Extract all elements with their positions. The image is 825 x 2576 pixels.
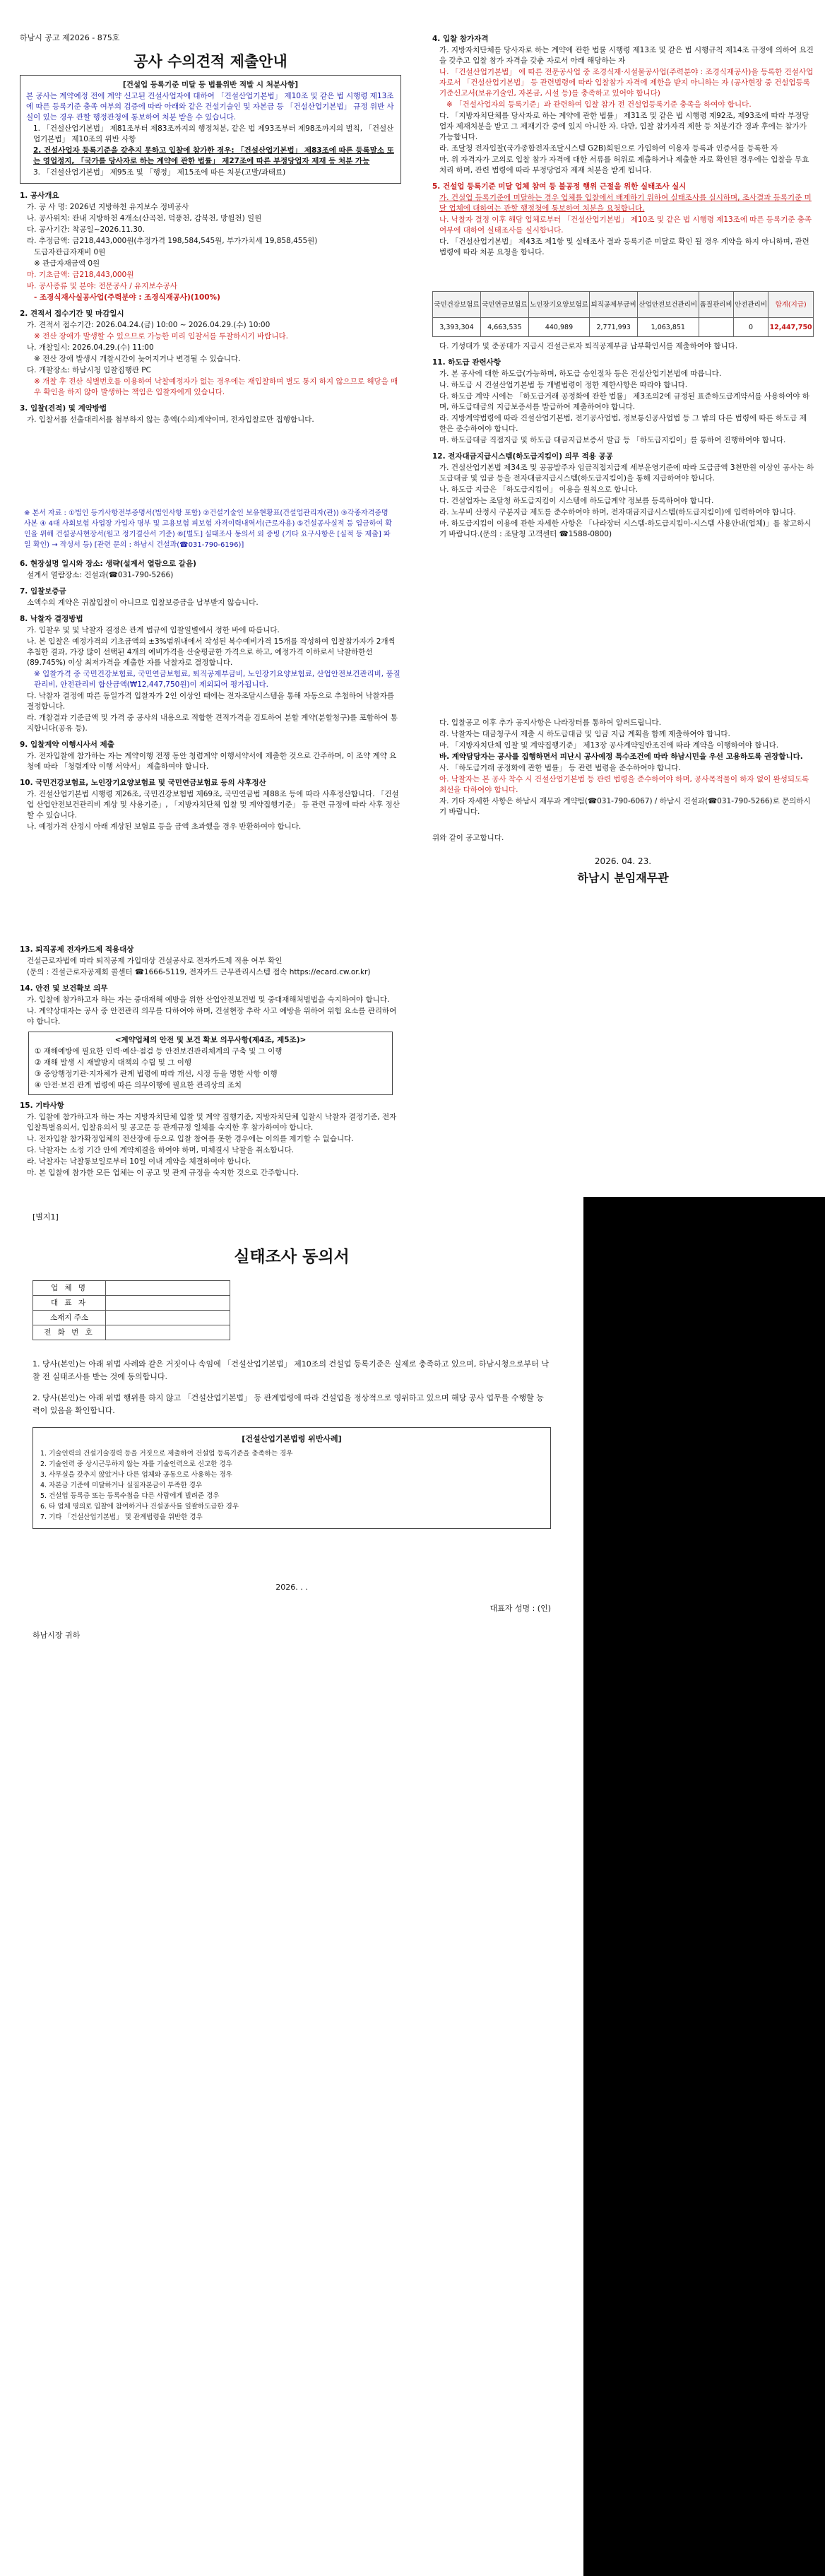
company-identity-table [32,1280,230,1340]
item: 마. 위 자격자가 고의로 입찰 참가 자격에 대한 서류를 허위로 제출하거나 제출한 자로 확인된 경우에는 입찰을 무효 처리 하며, 관련 법령에 따라 부정당업자 제재 처분을 받게 됩니다. [439,155,809,175]
violation-cases-box [32,1427,551,1529]
safety-duty-item: ③ 중앙행정기관·지자체가 관계 법령에 따라 개선, 시정 등을 명한 사항 이행 [35,1070,278,1078]
item: 마. 「지방자치단체 입찰 및 계약집행기준」 제13장 공사계약일반조건에 따라 계약을 이행하여야 합니다. [439,741,779,750]
item: 나. 하도급 지급은 「하도급지킴이」 이용을 원칙으로 합니다. [439,485,638,494]
item: ※ 관급자재금액 0원 [34,259,100,268]
consent-paragraph: 2. 당사(본인)는 아래 위법 행위를 하지 않고 「건설산업기본법」 등 관계법령에 따라 건설업을 정상적으로 영위하고 있으며 해당 공사 업무를 수행할 능력이 있음을 확인합니다. [32,1393,544,1415]
item: 마. 본 입찰에 참가한 모든 업체는 이 공고 및 관계 규정을 숙지한 것으로 간주합니다. [27,1169,299,1177]
violation-case: 2. 기술인력 중 상시근무하지 않는 자를 기술인력으로 신고한 경우 [40,1460,232,1468]
item: 라. 개찰결과 기준금액 및 가격 중 공사의 내용으로 적합한 견적가격을 검토하여 분할 계약(분할청구)를 포함하여 통지합니다(공유 등). [27,714,398,733]
item: 나. 본 입찰은 예정가격의 기초금액의 ±3%범위내에서 작성된 복수예비가격 15개를 작성하여 입찰참가자가 2개씩 추첨한 결과, 가장 많이 선택된 4개의 예비가격을 산술평균한 가격으로 하고, 예정가격 이하로서 낙찰하한선(89.745%) 이상 최저가격을 제출한 자를 낙찰자로 결정합니다. [27,637,396,667]
safety-duty-box [28,1032,393,1095]
violation-case: 1. 기술인력의 건설기술경력 등을 거짓으로 제출하여 건설업 등록기준을 충족하는 경우 [40,1450,293,1458]
item: 자. 기타 자세한 사항은 하남시 재무과 계약팀(☎031-790-6067) / 하남시 건설과(☎031-790-5266)로 문의하시기 바랍니다. [439,797,811,816]
item: ※ 「건설사업자의 등록기준」과 관련하여 입찰 참가 전 건설업등록기준 충족을 하여야 합니다. [446,100,752,109]
cost-value-cell [699,318,733,337]
address-field[interactable] [106,1311,230,1325]
representative-signature: 대표자 성명 : (인) [489,1604,551,1613]
section-heading: 15. 기타사항 [20,1101,64,1110]
section-heading: 6. 현장설명 일시와 장소: 생략(설계서 열람으로 갈음) [20,560,196,568]
cost-header-cell: 안전관리비 [733,292,768,318]
item: 가. 건설업 등록기준에 미달하는 경우 업체를 입찰에서 배제하기 위하여 실태조사를 실시하며, 조사결과 등록기준 미달 업체에 대하여는 관할 행정청에 통보하여 처분을 요청합니다. [439,194,812,213]
cost-value-cell: 4,663,535 [480,318,528,337]
notice-title: 공사 수의견적 제출안내 [133,52,287,70]
safety-duty-item: ④ 안전·보건 관계 법령에 따른 의무이행에 필요한 관리상의 조치 [35,1081,242,1089]
item: 가. 입찰우 및 및 낙찰자 결정은 관계 법규에 입찰일별에서 정한 바에 따릅니다. [27,626,280,634]
section-heading: 2. 견적서 접수기간 및 마감일시 [20,309,124,318]
section-heading: 12. 전자대금지급시스템(하도급지킴이) 의무 적용 공공 [432,452,613,461]
identity-label: 전 화 번 호 [33,1325,106,1340]
identity-label: 소재지 주소 [33,1311,106,1325]
section-heading: 14. 안전 및 보건확보 의무 [20,984,108,993]
item: 라. 노무비 산정시 구분지급 제도를 준수하여야 하며, 전자대금지급시스템(하도급지킴이)에 입력하여야 합니다. [439,508,796,516]
item: 다. 낙찰자는 소정 기간 안에 계약체결을 하여야 하며, 미체결시 낙찰을 취소합니다. [27,1146,295,1154]
item: 가. 건설산업기본법 시행령 제26조, 국민건강보험법 제69조, 국민연금법 제88조 등에 따라 사후정산합니다. 「건설업 산업안전보건관리비 계상 및 사용기준」, 「지방자치단체 입찰 및 계약집행기준」 등 관련 규정에 따라 사후 정산할 수 있습니다. [27,790,400,820]
section-heading: 1. 공사개요 [20,191,59,200]
addressee: 하남시장 귀하 [32,1631,81,1640]
item: 나. 개찰일시: 2026.04.29.(수) 11:00 [27,343,154,352]
item: 가. 견적서 접수기간: 2026.04.24.(금) 10:00 ~ 2026.04.29.(수) 10:00 [27,321,271,329]
consent-form [32,1211,551,1642]
item: 사. 「하도급거래 공정화에 관한 법률」 등 관련 법령을 준수하여야 합니다. [439,764,681,772]
item: ※ 개찰 후 전산 식별번호를 이용하여 낙찰예정자가 없는 경우에는 재입찰하며 별도 통지 하지 않으므로 해당을 매우 확인을 하지 않아 발생하는 책임은 입찰자에게 있습니다. [34,377,398,396]
identity-label: 업 체 명 [33,1281,106,1296]
cost-header-cell: 국민건강보험료 [433,292,481,318]
violation-case: 6. 타 업체 명의로 입찰에 참여하거나 건설공사를 일괄하도급한 경우 [40,1503,239,1511]
signature-date: 2026. . . [275,1583,308,1592]
cost-value-cell: 440,989 [528,318,589,337]
notice-right-column [432,0,814,884]
notice-left-column [20,0,401,1179]
item: 나. 전자입찰 참가확정업체의 전산장애 등으로 입찰 참여를 못한 경우에는 이의를 제기할 수 없습니다. [27,1135,354,1143]
item: 소액수의 계약은 귀찮입찰이 아니므로 입찰보증금을 납부받지 않습니다. [27,598,259,607]
cost-header-cell: 품질관리비 [699,292,733,318]
notice-date: 2026. 04. 23. [594,856,652,866]
safety-duty-title: <계약업체의 안전 및 보건 확보 의무사항(제4조, 제5조)> [114,1036,307,1044]
item: 가. 전자입찰에 참가하는 자는 계약이행 전쟁 동안 청렴계약 이행서약서에 제출한 것으로 간주하며, 이 조약 계약 요청에 따라 「청렴계약 이행 서약서」 제출하여야 합니다. [27,752,397,771]
item: ※ 전산 장애 발생시 개찰시간이 늦어지거나 변경될 수 있습니다. [34,355,241,363]
cost-header-cell: 노인장기요양보험료 [528,292,589,318]
item: 가. 입찰서를 선출대리서를 첨부하지 않는 총액(수의)계약이며, 전자입찰로만 집행합니다. [27,415,314,424]
cost-value-cell: 2,771,993 [590,318,638,337]
form-number: [별지1] [32,1212,59,1222]
warning-line: 본 공사는 계약예정 전에 계약 신고된 건설사업자에 대하여 「건설산업기본법」 제10조 및 같은 법 시행령 제13조에 따른 등록기준 충족 여부의 검증에 따라 아래와 같은 건설기술인 및 자본금 등 「건설산업기본법」 규정 위반 사실이 있는 경우 관할 행정관청에 통보하여 처분 받을 수 있습니다. [26,92,394,122]
identity-label: 대 표 자 [33,1296,106,1311]
item: 바. 계약담당자는 공사를 집행하면서 피난시 공사예정 특수조건에 따라 하남시민을 우선 고용하도록 권장합니다. [439,752,803,761]
item: 라. 지방계약법령에 따라 건설산업기본법, 전기공사업법, 정보통신공사업법 등 그 밖의 다른 법령에 따른 하도급 제한은 준수하여야 합니다. [439,414,807,433]
section-heading: 13. 퇴직공제 전자카드제 적용대상 [20,945,134,954]
safety-duty-item: ① 재해예방에 필요한 인력·예산·점검 등 안전보건관리체계의 구축 및 그 이행 [35,1047,283,1056]
consent-form-page [0,1197,583,1974]
item: 다. 개찰장소: 하남시청 입찰집행관 PC [27,366,151,374]
section-heading: 8. 낙찰자 결정방법 [20,615,83,623]
violation-case: 4. 자본금 기준에 미달하거나 실질자본금이 부족한 경우 [40,1482,203,1489]
item: 가. 지방자치단체를 당사자로 하는 계약에 관한 법률 시행령 제13조 및 같은 법 시행규칙 제14조 규정에 의하여 요건을 갖추고 입찰 참가 자격을 갖춘 자로서 아래 해당하는 자 [439,46,814,65]
item: 다. 입찰공고 이후 추가 공지사항은 나라장터를 통하여 알려드립니다. [439,719,662,727]
phone-field[interactable] [106,1325,230,1340]
item: ※ 전산 장애가 발생할 수 있으므로 가능한 미리 입찰서를 투찰하시기 바랍니다. [34,332,288,341]
item: 가. 건설산업기본법 제34조 및 공공발주자 임금직접지급제 세부운영기준에 따라 도급금액 3천만원 이상인 공사는 하도급대금 및 임금 등을 전자대금지급시스템(하도급지킴이)을 통해 지급하여야 합니다. [439,463,814,483]
cost-header-cell: 합계(지급) [768,292,814,318]
warning-title: [건설업 등록기준 미달 등 법률위반 적발 시 처분사항] [122,81,299,89]
item: 다. 「건설산업기본법」 제43조 제1항 및 실태조사 결과 등록기준 미달로 확인 될 경우 계약을 하지 아니하며, 관련 법령에 따라 처분 요청을 합니다. [439,237,809,256]
blank-page [0,1974,583,2576]
section-heading: 7. 입찰보증금 [20,587,66,596]
item: 마. 하도급대금 직접지급 및 하도급 대금지급보증서 발급 등 「하도급지킴이」를 통하여 진행하여야 합니다. [439,436,786,444]
item: 라. 낙찰자는 대금청구서 제출 시 하도급대금 및 임금 지급 계획을 함께 제출하여야 합니다. [439,730,730,738]
warning-line: 3. 「건설산업기본법」 제95조 및 「행정」 제15조에 따른 처분(고발/과태료) [33,168,286,177]
item: ※ 입찰가격 중 국민건강보험료, 국민연금보험료, 퇴직공제부금비, 노인장기요양보험료, 산업안전보건관리비, 품질관리비, 안전관리비 합산금액(₩12,447,750원)이 제외되어 평가됩니다. [34,670,400,689]
item: 건설근로자법에 따라 퇴직공제 가입대상 건설공사로 전자카드제 적용 여부 확인 [27,957,283,965]
section-heading: 5. 건설업 등록기준 미달 업체 참여 등 불공정 행위 근절을 위한 실태조사 실시 [432,182,687,191]
violation-case: 5. 건설업 등록증 또는 등록수첩을 다른 사람에게 빌려준 경우 [40,1492,220,1500]
item: 나. 「건설산업기본법」 에 따른 전문공사업 중 조경식재·시설물공사업(주력분야 : 조경식재공사)을 등록한 건설사업자로서 「건설산업기본법」 등 관련법령에 따라 입찰참가 자격에 제한을 받지 아니하는 자 (공사현장 중 건설업등록기준신고서(보유기술인, 자본금, 시설 등)를 충족하고 있어야 합니다) [439,68,814,98]
item: 나. 공사위치: 관내 지방하천 4개소(산곡천, 덕풍천, 감북천, 망월천) 일원 [27,214,262,223]
warning-line: 2. 건설사업자 등록기준을 갖추지 못하고 입찰에 참가한 경우: 「건설산업기본법」 제83조에 따른 등록말소 또는 영업정지, 「국가를 당사자로 하는 계약에 관한 법률」 제27조에 따른 부정당업자 제재 등 처분 가능 [33,146,394,165]
item: 다. 공사기간: 착공일~2026.11.30. [27,225,145,234]
cost-value-cell: 3,393,304 [433,318,481,337]
cost-value-cell: 12,447,750 [768,318,814,337]
cost-table-header [433,292,814,318]
section-heading: 9. 입찰계약 이행시사서 제출 [20,740,114,749]
item: 라. 조달청 전자입찰(국가종합전자조달시스템 G2B)회원으로 가입하여 이용자 등록과 인증서를 등록한 자 [439,144,778,153]
document-note: ※ 본서 자료 : ①법인 등기사항전부증명서(법인사항 포함) ②건설기술인 보유현황표(건설업관리자(관)) ③각종자격증명 사본 ④ 4대 사회보험 사업장 가입자 명부 및 고용보험 피보험 자격이력내역서(근로자용) ⑤건설공사실적 등 입금하여 확인을 위해 건설공사현장서(원고 정기결산서 기준) ⑥[별도] 실태조사 동의서 외 증빙 (기타 요구사항은 [실적 등 제출] 파일 확인) → 작성서 등) [관련 문의 : 하남시 건설과(☎031-790-6196)] [24,509,392,549]
consent-title: 실태조사 동의서 [234,1247,350,1266]
cost-table [432,291,814,337]
safety-duty-item: ② 재해 발생 시 재발방지 대책의 수립 및 그 이행 [35,1058,192,1067]
item: 나. 계약상대자는 공사 중 안전관리 의무를 다하여야 하며, 건설현장 추락 사고 예방을 위하여 위험 요소를 관리하여야 합니다. [27,1007,397,1026]
cost-table-row [433,318,814,337]
warning-line: 1. 「건설산업기본법」 제81조부터 제83조까지의 행정처분, 같은 법 제93조부터 제98조까지의 벌칙, 「건설산업기본법」 제10조의 위반 사항 [33,124,394,143]
item: 다. 하도급 계약 시에는 「하도급거래 공정화에 관한 법률」 제3조의2에 규정된 표준하도급계약서를 사용하여야 하며, 하도급대금의 지급보증서를 발급하여 제출하여야 합니다. [439,392,810,411]
section-heading: 4. 입찰 참가자격 [432,35,489,43]
item: 나. 하도급 시 건설산업기본법 등 개별법령이 정한 제한사항은 따라야 합니다. [439,381,688,389]
section-heading: 11. 하도급 관련사항 [432,358,501,367]
consent-paragraph: 1. 당사(본인)는 아래 위법 사례와 같은 거짓이나 속임에 「건설산업기본법」 제10조의 건설업 등록기준은 실제로 충족하고 있으며, 하남시청으로부터 낙찰 전 실태조사를 받는 것에 동의합니다. [32,1359,549,1381]
item: - 조경식재사실공사업(주력분야 : 조경식재공사)(100%) [34,293,220,302]
item: 바. 공사종류 및 분야: 전문공사 / 유지보수공사 [27,282,178,290]
item: 마. 하도급지킴이 이용에 관한 자세한 사항은 「나라장터 시스템-하도급지킴이-시스템 사용안내(업체)」를 참고하시기 바랍니다.(문의 : 조달청 고객센터 ☎1588-0800) [439,519,812,538]
item: 다. 기성대가 및 준공대가 지급시 건설근로자 퇴직공제부금 납부확인서를 제출하여야 합니다. [439,342,738,350]
violation-case: 7. 기타 「건설산업기본법」 및 관계법령을 위반한 경우 [40,1513,203,1521]
violation-case: 3. 사무실을 갖추지 않았거나 다른 업체와 공동으로 사용하는 경우 [40,1471,232,1479]
notice-page [0,0,825,1197]
cost-header-cell: 산업안전보건관리비 [638,292,699,318]
cost-header-cell: 퇴직공제부금비 [590,292,638,318]
item: 가. 공 사 명: 2026년 지방하천 유지보수 정비공사 [27,203,189,211]
item: 마. 기초금액: 금218,443,000원 [27,271,134,279]
notice-signer: 하남시 분임재무관 [577,871,669,885]
item: 다. 건설업자는 조달청 하도급지킴이 시스템에 하도급계약 정보를 등록하여야 합니다. [439,497,714,505]
company-name-field[interactable] [106,1281,230,1296]
cost-header-cell: 국민연금보험료 [480,292,528,318]
item: 나. 예정가격 산정시 아래 계상된 보험료 등을 금액 초과했을 경우 반환하여야 합니다. [27,822,302,831]
item: 설계서 열람장소: 건설과(☎031-790-5266) [27,571,174,579]
closing-statement: 위와 같이 공고합니다. [432,834,504,842]
cost-value-cell: 1,063,851 [638,318,699,337]
section-heading: 3. 입찰(견적) 및 계약방법 [20,404,107,413]
item: 가. 본 공사에 대한 하도급(가능하며, 하도급 승인절차 등은 건설산업기본법에 따릅니다. [439,370,722,378]
violation-cases-title: [건설산업기본법령 위반사례] [242,1434,342,1443]
item: 다. 「지방자치단체를 당사자로 하는 계약에 관한 법률」 제31조 및 같은 법 시행령 제92조, 제93조에 따라 부정당업자 제재처분을 받고 그 제재기간 중에 있지 아니한 자. 다만, 입찰 참가자격 제한 등 처분기간 경과 후에는 참가가 가능합니다. [439,112,809,141]
item: 도급자관급자재비 0원 [34,248,106,256]
item: (문의 : 건설근로자공제회 콜센터 ☎1666-5119, 전자카드 근무관리시스템 접속 https://ecard.cw.or.kr) [27,968,371,976]
cost-value-cell: 0 [733,318,768,337]
item: 나. 낙찰자 결정 이후 해당 업체로부터 「건설산업기본법」 제10조 및 같은 법 시행령 제13조에 따른 등록기준 충족 여부에 대하여 실태조사를 실시합니다. [439,215,812,235]
item: 다. 낙찰자 결정에 따른 동일가격 입찰자가 2인 이상인 때에는 전자조달시스템을 통해 자동으로 추첨하여 낙찰자를 결정합니다. [27,692,394,711]
warning-box [20,75,401,184]
section-heading: 10. 국민건강보험료, 노인장기요양보험료 및 국민연금보험료 등의 사후정산 [20,779,266,787]
representative-field[interactable] [106,1296,230,1311]
item: 라. 추정금액: 금218,443,000원(추정가격 198,584,545원, 부가가치세 19,858,455원) [27,237,318,245]
notice-number: 하남시 공고 제2026 - 875호 [20,33,120,42]
item: 가. 입찰에 참가하고자 하는 자는 중대재해 예방을 위한 산업안전보건법 및 중대재해처벌법을 숙지하여야 합니다. [27,995,390,1004]
item: 아. 낙찰자는 본 공사 착수 시 건설산업기본법 등 관련 법령을 준수하여야 하며, 공사목적물이 하자 없이 완성되도록 최선을 다하여야 합니다. [439,775,809,794]
item: 라. 낙찰자는 낙찰통보일로부터 10일 이내 계약을 체결하여야 합니다. [27,1157,251,1166]
item: 가. 입찰에 참가하고자 하는 자는 지방자치단체 입찰 및 계약 집행기준, 지방자치단체 입찰시 낙찰자 결정기준, 전자입찰특별유의서, 입찰유의서 및 공고문 등 관계규정 일체를 숙지한 후 참가하여야 합니다. [27,1113,397,1132]
